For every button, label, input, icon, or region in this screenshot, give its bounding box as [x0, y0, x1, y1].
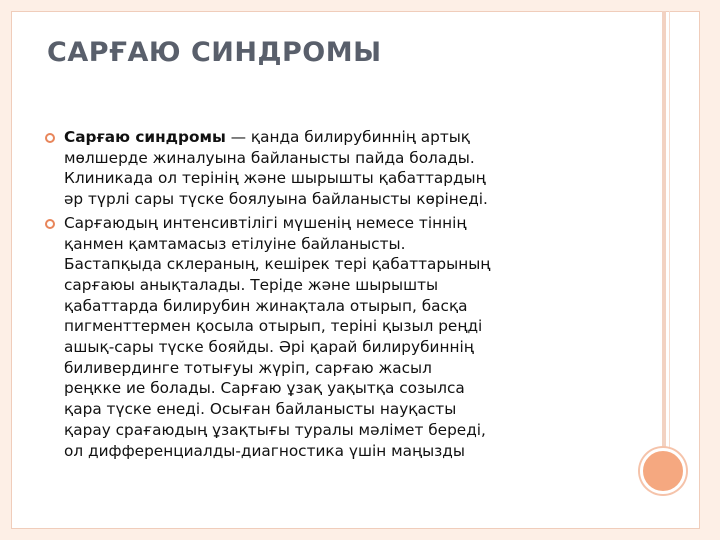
bullet-item-2 — [45, 213, 645, 461]
bullet-2-line-7: ашық-сары түске бояйды. Әрі қарай билирубиннің — [64, 338, 474, 357]
bullet-circle-icon — [45, 133, 55, 143]
slide-title: САРҒАЮ СИНДРОМЫ — [47, 37, 382, 68]
decorative-circle-icon — [640, 448, 686, 494]
bullet-2-line-8: биливердинге тотығуы жүріп, сарғаю жасыл — [64, 358, 432, 377]
bullet-2-line-10: қара түске енеді. Осыған байланысты науқасты — [64, 400, 457, 419]
bullet-2-line-3: Бастапқыда склераның, кешірек тері қабаттарының — [64, 255, 491, 274]
bullet-1-separator: — — [225, 128, 251, 146]
bullet-1-term: Сарғаю синдромы — [64, 128, 226, 146]
bullet-item-1 — [45, 127, 645, 210]
decorative-side-line — [662, 11, 666, 453]
bullet-2-line-12: ол дифференциалды-диагностика үшін маңызды — [64, 441, 465, 460]
bullet-circle-icon — [45, 219, 55, 229]
bullet-2-line-6: пигменттермен қосыла отырып, теріні қызыл реңді — [64, 317, 483, 336]
bullet-1-line-1-text: қанда билирубиннің артық — [250, 128, 471, 146]
bullet-2-line-11: қарау срағаюдың ұзақтығы туралы мәлімет береді, — [64, 420, 486, 439]
bullet-1-line-3: Клиникада ол терінің және шырышты қабаттардың — [64, 169, 486, 188]
bullet-2-line-5: қабаттарда билирубин жинақтала отырып, басқа — [64, 296, 468, 315]
bullet-1-line-4: әр түрлі сары түске боялуына байланысты көрінеді. — [64, 190, 488, 209]
bullet-2-line-1: Сарғаюдың интенсивтілігі мүшенің немесе тіннің — [64, 213, 467, 232]
bullet-2-line-4: сарғаюы анықталады. Теріде және шырышты — [64, 275, 439, 294]
bullet-2-line-9: реңкке ие болады. Сарғаю ұзақ уақытқа созылса — [64, 379, 465, 398]
decorative-side-line-thin — [669, 11, 670, 453]
bullet-2-line-2: қанмен қамтамасыз етілуіне байланысты. — [64, 234, 406, 253]
bullet-1-line-2: мөлшерде жиналуына байланысты пайда болады. — [64, 148, 475, 167]
slide-content — [45, 127, 645, 464]
bullet-1-line-1 — [64, 127, 645, 148]
